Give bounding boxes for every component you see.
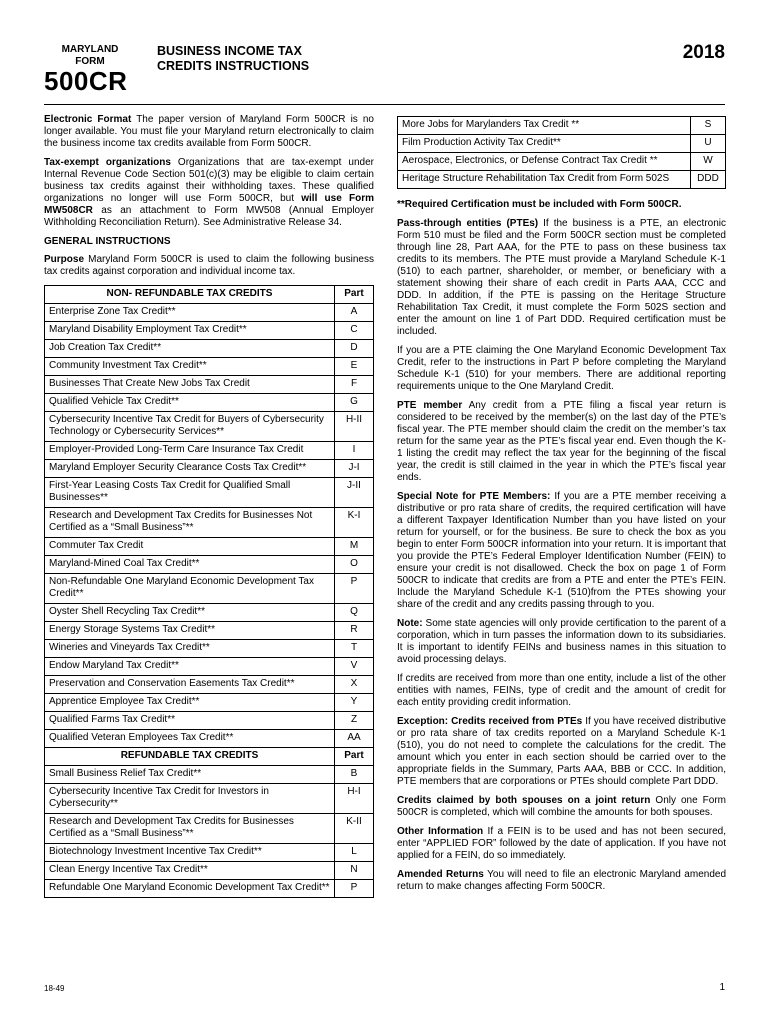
state-name: MARYLAND [61, 44, 119, 55]
credit-name: Commuter Tax Credit [45, 538, 335, 556]
table-row [45, 538, 374, 556]
credits-table [44, 285, 374, 898]
pte-member-text: Any credit from a PTE filing a fiscal year return is considered to be received by the member(s) on the last day of the PTE’s fiscal year. The PTE member should claim the credit on the member’s tax return for the same year as the PTE’s fiscal year end. Even though the K-1 listing the credit may reflect the tax year for the beginning of the fiscal year, the credit is still claimed in the year in which the PTE’s fiscal year ends. [397, 400, 726, 483]
nonrefundable-header-row [45, 286, 374, 304]
table-row [45, 574, 374, 604]
credit-name: Cybersecurity Incentive Tax Credit for Buyers of Cybersecurity Technology or Cybersecurity Services** [45, 412, 335, 442]
credit-name: Oyster Shell Recycling Tax Credit** [45, 604, 335, 622]
table-row [45, 658, 374, 676]
credit-name: Endow Maryland Tax Credit** [45, 658, 335, 676]
credit-name: Research and Development Tax Credits for Businesses Not Certified as a “Small Business”** [45, 508, 335, 538]
refundable-rows [45, 766, 374, 898]
table-row [45, 712, 374, 730]
table-row [45, 862, 374, 880]
credit-name: Research and Development Tax Credits for Businesses Certified as a “Small Business”** [45, 814, 335, 844]
joint-return-heading: Credits claimed by both spouses on a joint return [397, 795, 651, 806]
tax-exempt-text: Organizations that are tax-exempt under Internal Revenue Code Section 501(c)(3) may be eligible to claim certain business tax credits against their withholding taxes. These qualified organizations no longer will use Form 500CR, but [44, 157, 374, 204]
credit-part: O [335, 556, 374, 574]
credit-part: I [335, 442, 374, 460]
table-row [398, 117, 726, 135]
credit-name: Job Creation Tax Credit** [45, 340, 335, 358]
credit-name: Non-Refundable One Maryland Economic Development Tax Credit** [45, 574, 335, 604]
electronic-format-paragraph [44, 114, 374, 150]
purpose-text: Maryland Form 500CR is used to claim the following business tax credits against corporation and individual income tax. [44, 254, 374, 277]
pte-heading: Pass-through entities (PTEs) [397, 218, 539, 229]
table-row [45, 412, 374, 442]
credit-name: Biotechnology Investment Incentive Tax Credit** [45, 844, 335, 862]
page-title [157, 44, 309, 74]
table-row [45, 508, 374, 538]
credit-part: M [335, 538, 374, 556]
note-heading: Note: [397, 618, 423, 629]
one-maryland-paragraph: If you are a PTE claiming the One Maryland Economic Development Tax Credit, refer to the instructions in Part P before completing the Maryland Schedule K-1 (510) for your members. There are additional reporting requirements unique to the One Maryland Credit. [397, 345, 726, 392]
note-text: Some state agencies will only provide certification to the parent of a corporation, which in turn passes the information down to its subsidiaries. It is important to identify FEINs and business names in this situation to avoid processing delays. [397, 618, 726, 665]
tax-exempt-paragraph [44, 157, 374, 229]
table-row [398, 171, 726, 189]
table-row [45, 556, 374, 574]
credit-name: Community Investment Tax Credit** [45, 358, 335, 376]
table-row [45, 304, 374, 322]
credit-part: U [691, 135, 726, 153]
required-certification-text: **Required Certification must be included with Form 500CR. [397, 199, 682, 210]
nonrefundable-rows [45, 304, 374, 748]
credit-part: DDD [691, 171, 726, 189]
credit-part: L [335, 844, 374, 862]
credit-name: Cybersecurity Incentive Tax Credit for Investors in Cybersecurity** [45, 784, 335, 814]
credit-part: J-I [335, 460, 374, 478]
credit-name: Qualified Veteran Employees Tax Credit** [45, 730, 335, 748]
credit-name: Preservation and Conservation Easements Tax Credit** [45, 676, 335, 694]
credit-part: Z [335, 712, 374, 730]
form-number: 500CR [44, 66, 128, 96]
special-note-paragraph [397, 491, 726, 611]
credit-name: Maryland Employer Security Clearance Costs Tax Credit** [45, 460, 335, 478]
credit-name: Employer-Provided Long-Term Care Insurance Tax Credit [45, 442, 335, 460]
credit-part: Q [335, 604, 374, 622]
joint-return-text: Only one Form 500CR is completed, which will combine the amounts for both spouses. [397, 795, 726, 818]
pte-text: If the business is a PTE, an electronic Form 510 must be filed and the Form 500CR section must be completed through line 28, Part AAA, for the PTE to pass on these business tax credits to its members. The PTE must provide a Maryland Schedule K-1 (510) to each partner, shareholder, or member, or beneficiary with a statement showing their share of each credit in Parts AAA, CCC and DDD. In addition, if the PTE is passing on the Heritage Structure Rehabilitation Tax Credit, it must complete the Form 502S section and enter the amount on line 1 of Part DDD. Required certification must be included. [397, 218, 726, 337]
continued-credits-table [397, 116, 726, 189]
part-header: Part [335, 748, 374, 766]
credit-part: V [335, 658, 374, 676]
tax-exempt-heading: Tax-exempt organizations [44, 157, 171, 168]
title-line-2: CREDITS INSTRUCTIONS [157, 59, 310, 73]
credit-part: W [691, 153, 726, 171]
table-row [45, 784, 374, 814]
special-note-heading: Special Note for PTE Members: [397, 491, 551, 502]
table-row [45, 394, 374, 412]
purpose-heading: Purpose [44, 254, 85, 265]
credit-name: Aerospace, Electronics, or Defense Contract Tax Credit ** [398, 153, 691, 171]
refundable-header: REFUNDABLE TAX CREDITS [45, 748, 335, 766]
electronic-format-heading: Electronic Format [44, 114, 132, 125]
table-row [45, 322, 374, 340]
credit-part: S [691, 117, 726, 135]
pte-member-heading: PTE member [397, 400, 463, 411]
exception-text: If you have received distributive or pro rata share of tax credits reported on a Maryland Schedule K-1 (510), you do not need to complete the calculations for the credit. The amount which you enter in each section should be carried over to the appropriate fields in the Summary, Parts AAA, BBB or CCC. In addition, PTE members that are corporations or PTEs should complete Part DDD. [397, 716, 726, 787]
credit-part: X [335, 676, 374, 694]
special-note-text: If you are a PTE member receiving a distributive or pro rata share of credits, the required certification will have a different Taxpayer Identification Number than you have listed on your return for yourself, or for the business. Be sure to check the box as you begin to enter Form 500CR information into your return. It is important that you provide the PTE’s Federal Employer Identification Number (FEIN) to ensure your credit is not disallowed. Check the box on page 1 of Form 500CR to indicate that credits are from a PTE and enter the PTE’s FEIN. Include the Maryland Schedule K-1 (510)from the PTEs showing your share of the credit and any credits passing through to you. [397, 491, 726, 610]
credit-name: Apprentice Employee Tax Credit** [45, 694, 335, 712]
credit-part: P [335, 880, 374, 898]
tax-exempt-bold: will use Form MW508CR [44, 193, 374, 216]
table-row [45, 358, 374, 376]
credit-name: Refundable One Maryland Economic Development Tax Credit** [45, 880, 335, 898]
amended-returns-text: You will need to file an electronic Maryland amended return to make changes affecting Form 500CR. [397, 869, 727, 892]
credit-part: K-II [335, 814, 374, 844]
credit-name: Energy Storage Systems Tax Credit** [45, 622, 335, 640]
credit-part: C [335, 322, 374, 340]
credit-name: Qualified Vehicle Tax Credit** [45, 394, 335, 412]
tax-exempt-text-2: as an attachment to Form MW508 (Annual Employer Withholding Reconciliation Return). See Administrative Release 34. [44, 205, 374, 228]
amended-returns-paragraph [397, 869, 726, 893]
table-row [45, 814, 374, 844]
credit-part: K-I [335, 508, 374, 538]
header-divider [44, 104, 725, 105]
table-row [45, 376, 374, 394]
part-header: Part [335, 286, 374, 304]
credit-part: H-II [335, 412, 374, 442]
table-row [45, 622, 374, 640]
credit-name: Film Production Activity Tax Credit** [398, 135, 691, 153]
credit-part: J-II [335, 478, 374, 508]
table-row [398, 135, 726, 153]
table-row [45, 880, 374, 898]
multiple-entities-paragraph: If credits are received from more than one entity, include a list of the other entities with names, FEINs, type of credit and the amount of credit for each entity providing credit information. [397, 673, 726, 708]
credit-name: More Jobs for Marylanders Tax Credit ** [398, 117, 691, 135]
form-code: 18-49 [44, 984, 65, 993]
credit-part: R [335, 622, 374, 640]
credit-part: A [335, 304, 374, 322]
continued-rows [398, 117, 726, 189]
credit-part: P [335, 574, 374, 604]
general-instructions-heading: GENERAL INSTRUCTIONS [44, 236, 171, 247]
credit-name: Qualified Farms Tax Credit** [45, 712, 335, 730]
credit-part: Y [335, 694, 374, 712]
pte-paragraph [397, 218, 726, 338]
right-column [397, 116, 726, 900]
credit-name: Wineries and Vineyards Tax Credit** [45, 640, 335, 658]
credit-part: G [335, 394, 374, 412]
form-word: FORM [75, 56, 105, 67]
credit-part: T [335, 640, 374, 658]
table-row [45, 640, 374, 658]
credit-name: First-Year Leasing Costs Tax Credit for Qualified Small Businesses** [45, 478, 335, 508]
table-row [45, 478, 374, 508]
note-paragraph [397, 618, 726, 666]
credit-name: Heritage Structure Rehabilitation Tax Credit from Form 502S [398, 171, 691, 189]
other-information-paragraph [397, 826, 726, 862]
table-row [45, 460, 374, 478]
credit-name: Maryland Disability Employment Tax Credit** [45, 322, 335, 340]
other-information-heading: Other Information [397, 826, 484, 837]
credit-part: AA [335, 730, 374, 748]
other-information-text: If a FEIN is to be used and has not been secured, enter “APPLIED FOR” followed by the date of application. If you have not applied for a FEIN, do so immediately. [397, 826, 726, 861]
title-line-1: BUSINESS INCOME TAX [157, 44, 302, 58]
exception-heading: Exception: Credits received from PTEs [397, 716, 583, 727]
table-row [45, 676, 374, 694]
table-row [45, 766, 374, 784]
credit-part: H-I [335, 784, 374, 814]
credit-part: E [335, 358, 374, 376]
credit-name: Enterprise Zone Tax Credit** [45, 304, 335, 322]
state-label [50, 44, 130, 68]
credit-part: D [335, 340, 374, 358]
table-row [45, 694, 374, 712]
credit-part: N [335, 862, 374, 880]
table-row [398, 153, 726, 171]
required-certification-note [397, 199, 726, 211]
credit-part: F [335, 376, 374, 394]
page-number: 1 [719, 982, 725, 993]
table-row [45, 340, 374, 358]
electronic-format-text: The paper version of Maryland Form 500CR is no longer available. You must file your Maryland return electronically to claim the business income tax credits available from Form 500CR. [44, 114, 374, 149]
tax-year: 2018 [682, 42, 725, 63]
table-row [45, 442, 374, 460]
credit-name: Small Business Relief Tax Credit** [45, 766, 335, 784]
joint-return-paragraph [397, 795, 726, 819]
amended-returns-heading: Amended Returns [397, 869, 484, 880]
left-column [44, 114, 374, 898]
credit-name: Businesses That Create New Jobs Tax Credit [45, 376, 335, 394]
exception-paragraph [397, 716, 726, 788]
credit-name: Maryland-Mined Coal Tax Credit** [45, 556, 335, 574]
refundable-header-row [45, 748, 374, 766]
credit-name: Clean Energy Incentive Tax Credit** [45, 862, 335, 880]
table-row [45, 604, 374, 622]
table-row [45, 730, 374, 748]
pte-member-paragraph [397, 400, 726, 484]
nonrefundable-header: NON- REFUNDABLE TAX CREDITS [45, 286, 335, 304]
credit-part: B [335, 766, 374, 784]
purpose-paragraph [44, 254, 374, 278]
table-row [45, 844, 374, 862]
